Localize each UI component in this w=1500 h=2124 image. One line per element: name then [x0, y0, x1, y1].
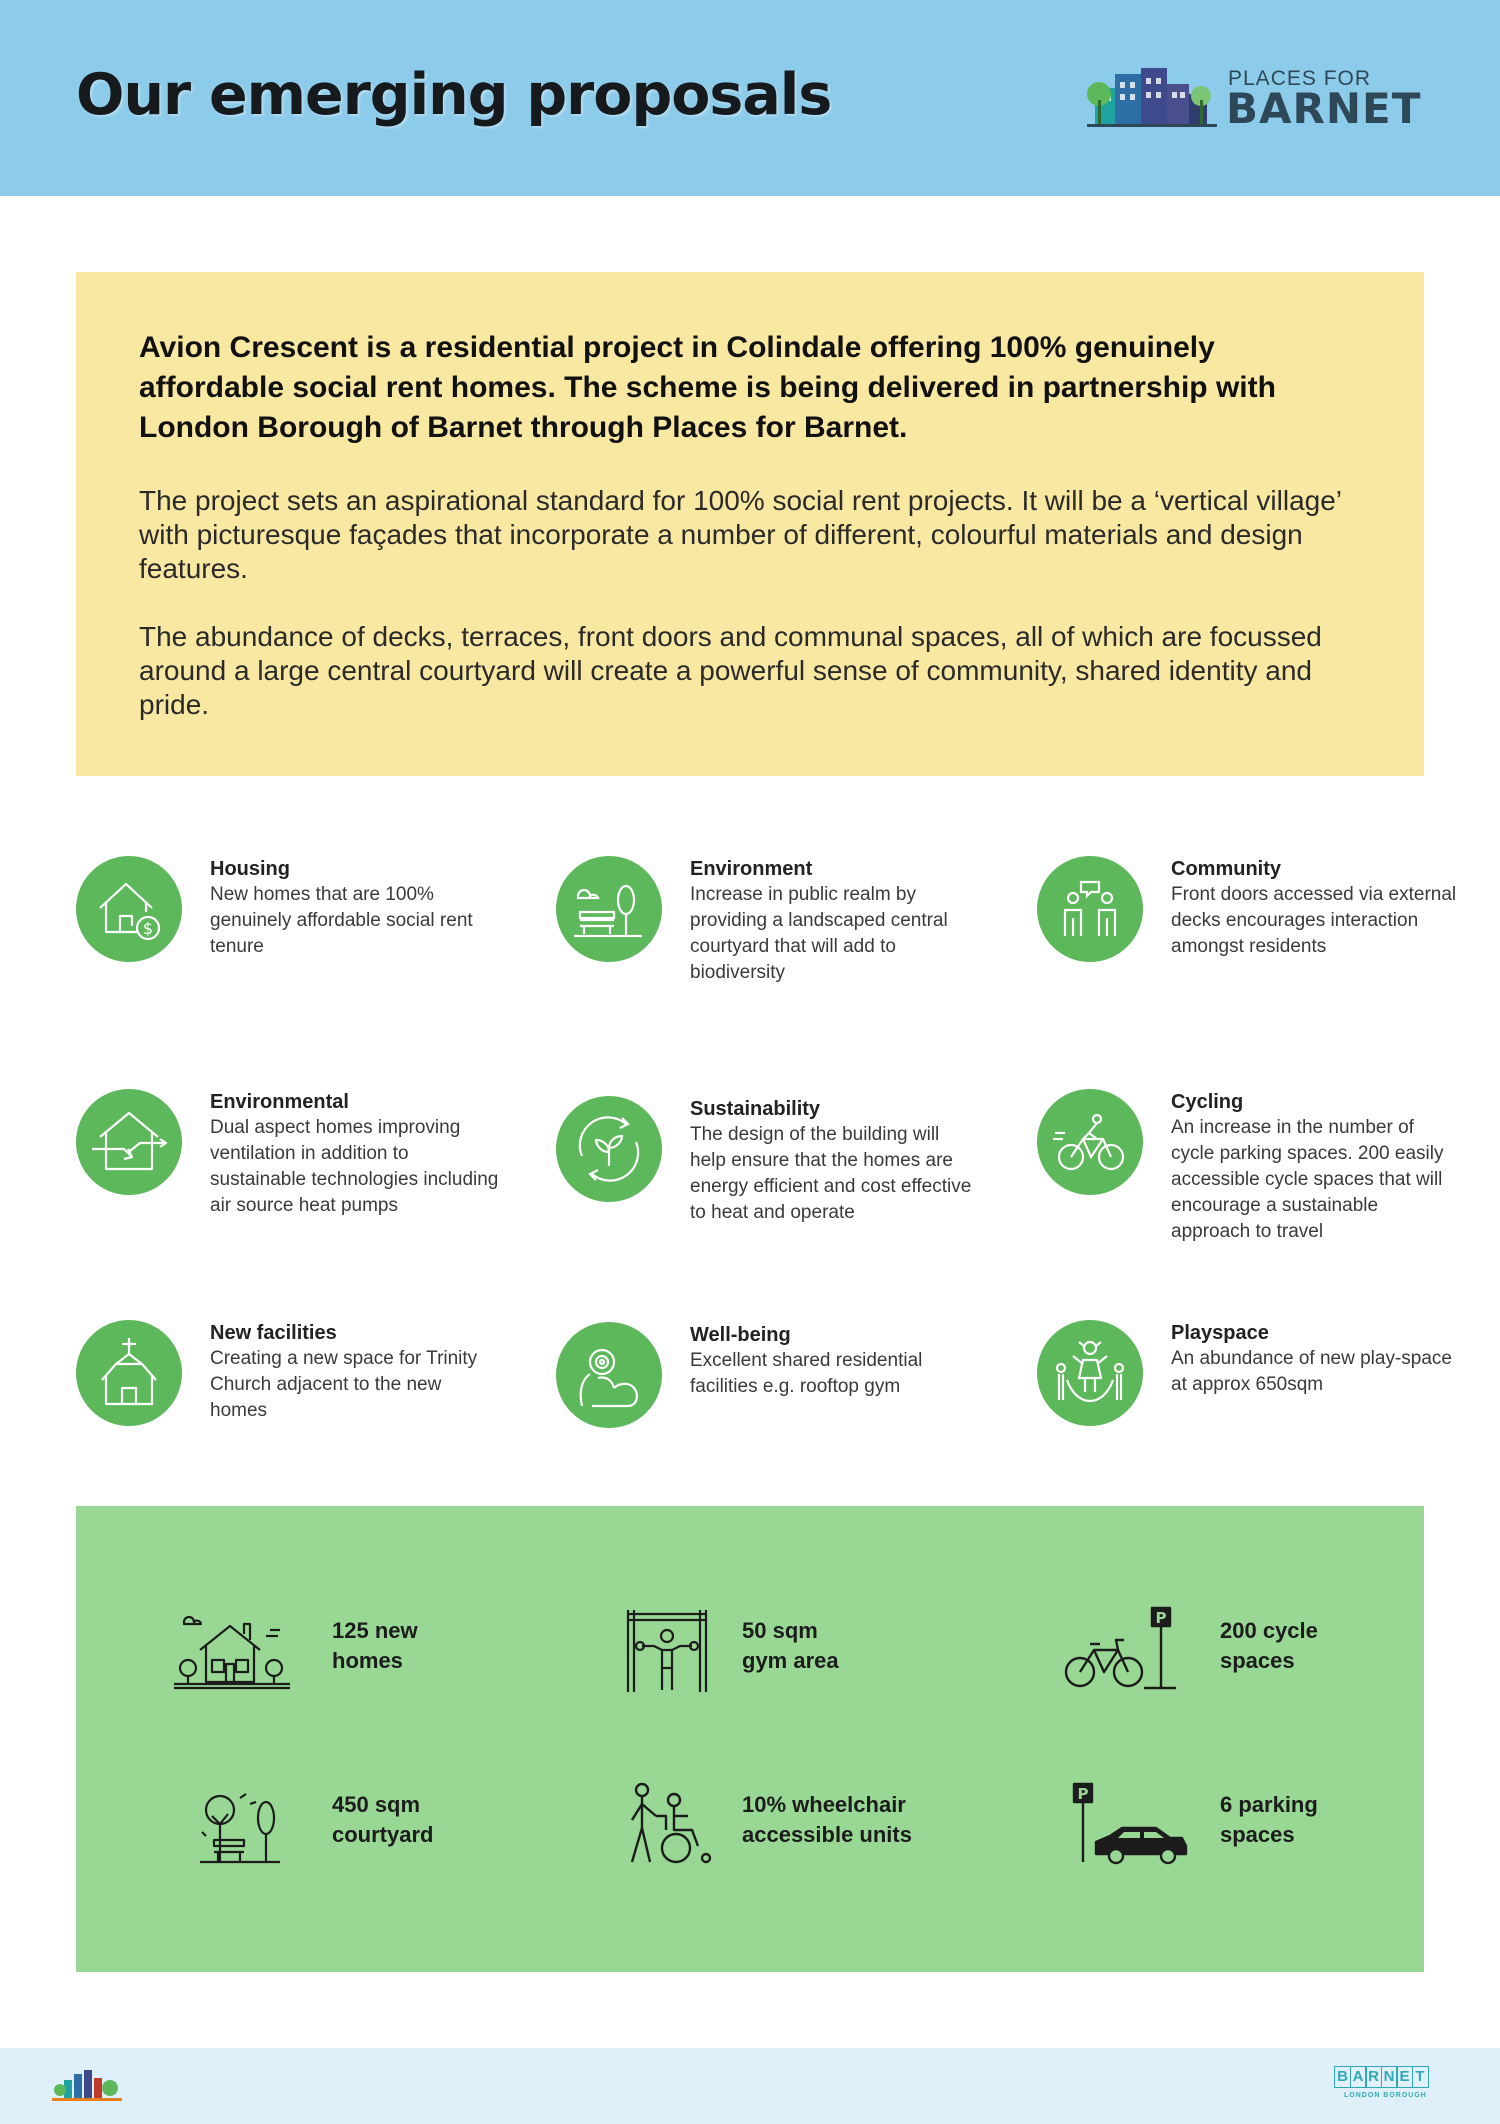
feature-description: Excellent shared residential facilities e.g. rooftop gym	[690, 1350, 923, 1397]
feature-description: Front doors accessed via external decks encourages interaction amongst residents	[1171, 884, 1457, 957]
house-money-icon	[76, 856, 182, 962]
logo-letter: B	[1334, 2066, 1351, 2088]
stat-label: spaces	[1220, 1648, 1295, 1673]
feature-title: Cycling	[1171, 1091, 1244, 1113]
stat-value: 10% wheelchair	[742, 1792, 906, 1817]
barnet-london-borough-logo[interactable]	[1334, 2066, 1450, 2110]
sprout-cycle-icon	[556, 1096, 662, 1202]
stat-value: 50 sqm	[742, 1618, 818, 1643]
feature-description: Increase in public realm by providing a landscaped central courtyard that will add to biodiversity	[690, 884, 948, 983]
intro-paragraph-1: The project sets an aspirational standard for 100% social rent projects. It will be a ‘vertical village’ with picturesque façades that incorporate a number of different, colourful materials and design features.	[139, 485, 1341, 584]
gym-icon	[622, 1602, 762, 1702]
logo-letter: R	[1365, 2066, 1382, 2088]
car-parking-icon	[1060, 1776, 1200, 1876]
city-skyline-icon	[1085, 64, 1221, 130]
logo-letter: A	[1350, 2066, 1367, 2088]
intro-paragraph-2: The abundance of decks, terraces, front doors and communal spaces, all of which are focussed around a large central courtyard will create a powerful sense of community, shared identity and pride.	[139, 621, 1322, 720]
stat-value: 6 parking	[1220, 1792, 1318, 1817]
svg-text:P: P	[1077, 1785, 1089, 1803]
stat-homes	[170, 1602, 570, 1712]
feature-title: New facilities	[210, 1322, 337, 1344]
stat-value: 200 cycle	[1220, 1618, 1318, 1643]
church-icon	[76, 1320, 182, 1426]
stat-courtyard	[170, 1776, 570, 1886]
feature-description: An increase in the number of cycle parking spaces. 200 easily accessible cycle spaces that will encourage a sustainable approach to travel	[1171, 1117, 1444, 1242]
logo-letter: T	[1412, 2066, 1429, 2088]
feature-title: Environment	[690, 858, 813, 880]
feature-title: Community	[1171, 858, 1281, 880]
stat-label: homes	[332, 1648, 403, 1673]
stat-label: courtyard	[332, 1822, 434, 1847]
logo-letter: N	[1381, 2066, 1398, 2088]
flexed-arm-icon	[556, 1322, 662, 1428]
logo-letter: E	[1396, 2066, 1413, 2088]
playground-icon	[1037, 1320, 1143, 1426]
stat-gym	[622, 1602, 1022, 1712]
feature-title: Playspace	[1171, 1322, 1269, 1344]
stat-label: spaces	[1220, 1822, 1295, 1847]
barnet-logo-subtitle: LONDON BOROUGH	[1344, 2092, 1427, 2099]
bike-parking-icon	[1060, 1602, 1200, 1702]
stat-value: 450 sqm	[332, 1792, 421, 1817]
stat-label: accessible units	[742, 1822, 912, 1847]
feature-description: The design of the building will help ensure that the homes are energy efficient and cost effective to heat and operate	[690, 1124, 972, 1223]
park-bench-icon	[556, 856, 662, 962]
intro-lead: Avion Crescent is a residential project in Colindale offering 100% genuinely affordable social rent homes. The scheme is being delivered in partnership with London Borough of Barnet through Places for Barnet.	[139, 331, 1276, 444]
feature-title: Well-being	[690, 1324, 791, 1346]
feature-description: Dual aspect homes improving ventilation in addition to sustainable technologies including air source heat pumps	[210, 1117, 499, 1216]
stat-parking	[1060, 1776, 1460, 1886]
brand-top-text: PLACES FOR	[1228, 67, 1372, 90]
cyclist-icon	[1037, 1089, 1143, 1195]
page-title: Our emerging proposals	[76, 62, 832, 128]
stat-value: 125 new	[332, 1618, 418, 1643]
places-for-barnet-logo[interactable]	[1085, 64, 1425, 134]
key-figures-panel	[76, 1506, 1424, 1972]
stat-wheelchair	[622, 1776, 1022, 1886]
places-for-barnet-mini-logo-icon	[52, 2068, 122, 2102]
house-icon	[170, 1602, 310, 1702]
header-banner	[0, 0, 1500, 196]
footer	[0, 2048, 1500, 2124]
svg-text:$: $	[142, 919, 154, 938]
feature-description: Creating a new space for Trinity Church adjacent to the new homes	[210, 1348, 478, 1421]
wheelchair-icon	[622, 1776, 762, 1876]
ventilation-house-icon	[76, 1089, 182, 1195]
svg-text:P: P	[1155, 1609, 1167, 1627]
people-talking-icon	[1037, 856, 1143, 962]
stat-label: gym area	[742, 1648, 839, 1673]
feature-title: Environmental	[210, 1091, 349, 1113]
intro-panel	[76, 272, 1424, 776]
feature-title: Housing	[210, 858, 290, 880]
brand-bottom-text: BARNET	[1226, 84, 1422, 133]
feature-description: New homes that are 100% genuinely affordable social rent tenure	[210, 884, 473, 957]
courtyard-trees-icon	[170, 1776, 310, 1876]
feature-description: An abundance of new play-space at approx 650sqm	[1171, 1348, 1452, 1395]
stat-cycle-spaces	[1060, 1602, 1460, 1712]
feature-title: Sustainability	[690, 1098, 821, 1120]
barnet-logo-word	[1334, 2066, 1427, 2088]
